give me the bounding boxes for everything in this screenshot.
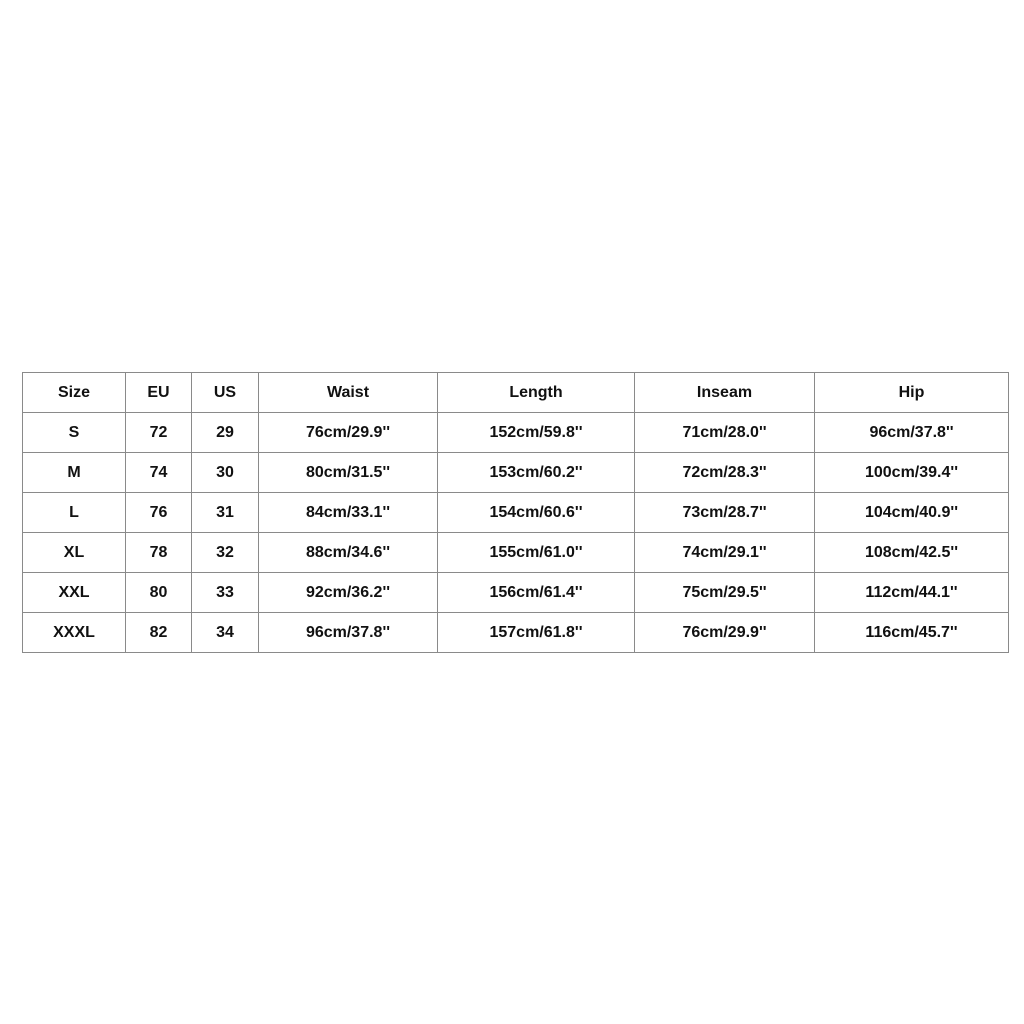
- cell-inseam: 73cm/28.7'': [635, 493, 815, 533]
- cell-size: L: [23, 493, 126, 533]
- cell-us: 30: [192, 453, 259, 493]
- header-waist: Waist: [259, 373, 438, 413]
- table-row: [23, 413, 1009, 453]
- table-row: [23, 493, 1009, 533]
- cell-eu: 74: [126, 453, 192, 493]
- size-chart-table: [22, 372, 1009, 653]
- cell-size: S: [23, 413, 126, 453]
- table-row: [23, 613, 1009, 653]
- cell-hip: 116cm/45.7'': [815, 613, 1009, 653]
- cell-eu: 80: [126, 573, 192, 613]
- cell-waist: 80cm/31.5'': [259, 453, 438, 493]
- cell-size: XXXL: [23, 613, 126, 653]
- header-inseam: Inseam: [635, 373, 815, 413]
- header-size: Size: [23, 373, 126, 413]
- cell-inseam: 71cm/28.0'': [635, 413, 815, 453]
- cell-inseam: 75cm/29.5'': [635, 573, 815, 613]
- cell-us: 33: [192, 573, 259, 613]
- cell-waist: 92cm/36.2'': [259, 573, 438, 613]
- cell-us: 32: [192, 533, 259, 573]
- header-length: Length: [438, 373, 635, 413]
- table-row: [23, 573, 1009, 613]
- cell-hip: 112cm/44.1'': [815, 573, 1009, 613]
- cell-waist: 88cm/34.6'': [259, 533, 438, 573]
- cell-inseam: 72cm/28.3'': [635, 453, 815, 493]
- cell-waist: 84cm/33.1'': [259, 493, 438, 533]
- cell-hip: 104cm/40.9'': [815, 493, 1009, 533]
- cell-waist: 76cm/29.9'': [259, 413, 438, 453]
- cell-us: 34: [192, 613, 259, 653]
- cell-us: 29: [192, 413, 259, 453]
- header-us: US: [192, 373, 259, 413]
- table-header-row: [23, 373, 1009, 413]
- cell-hip: 100cm/39.4'': [815, 453, 1009, 493]
- cell-eu: 72: [126, 413, 192, 453]
- cell-inseam: 76cm/29.9'': [635, 613, 815, 653]
- cell-size: XL: [23, 533, 126, 573]
- cell-length: 154cm/60.6'': [438, 493, 635, 533]
- header-hip: Hip: [815, 373, 1009, 413]
- cell-length: 156cm/61.4'': [438, 573, 635, 613]
- cell-eu: 76: [126, 493, 192, 533]
- cell-size: XXL: [23, 573, 126, 613]
- table-row: [23, 453, 1009, 493]
- table-row: [23, 533, 1009, 573]
- cell-inseam: 74cm/29.1'': [635, 533, 815, 573]
- cell-hip: 108cm/42.5'': [815, 533, 1009, 573]
- cell-length: 152cm/59.8'': [438, 413, 635, 453]
- cell-eu: 78: [126, 533, 192, 573]
- cell-length: 157cm/61.8'': [438, 613, 635, 653]
- cell-eu: 82: [126, 613, 192, 653]
- header-eu: EU: [126, 373, 192, 413]
- cell-length: 153cm/60.2'': [438, 453, 635, 493]
- cell-hip: 96cm/37.8'': [815, 413, 1009, 453]
- cell-us: 31: [192, 493, 259, 533]
- cell-length: 155cm/61.0'': [438, 533, 635, 573]
- cell-waist: 96cm/37.8'': [259, 613, 438, 653]
- cell-size: M: [23, 453, 126, 493]
